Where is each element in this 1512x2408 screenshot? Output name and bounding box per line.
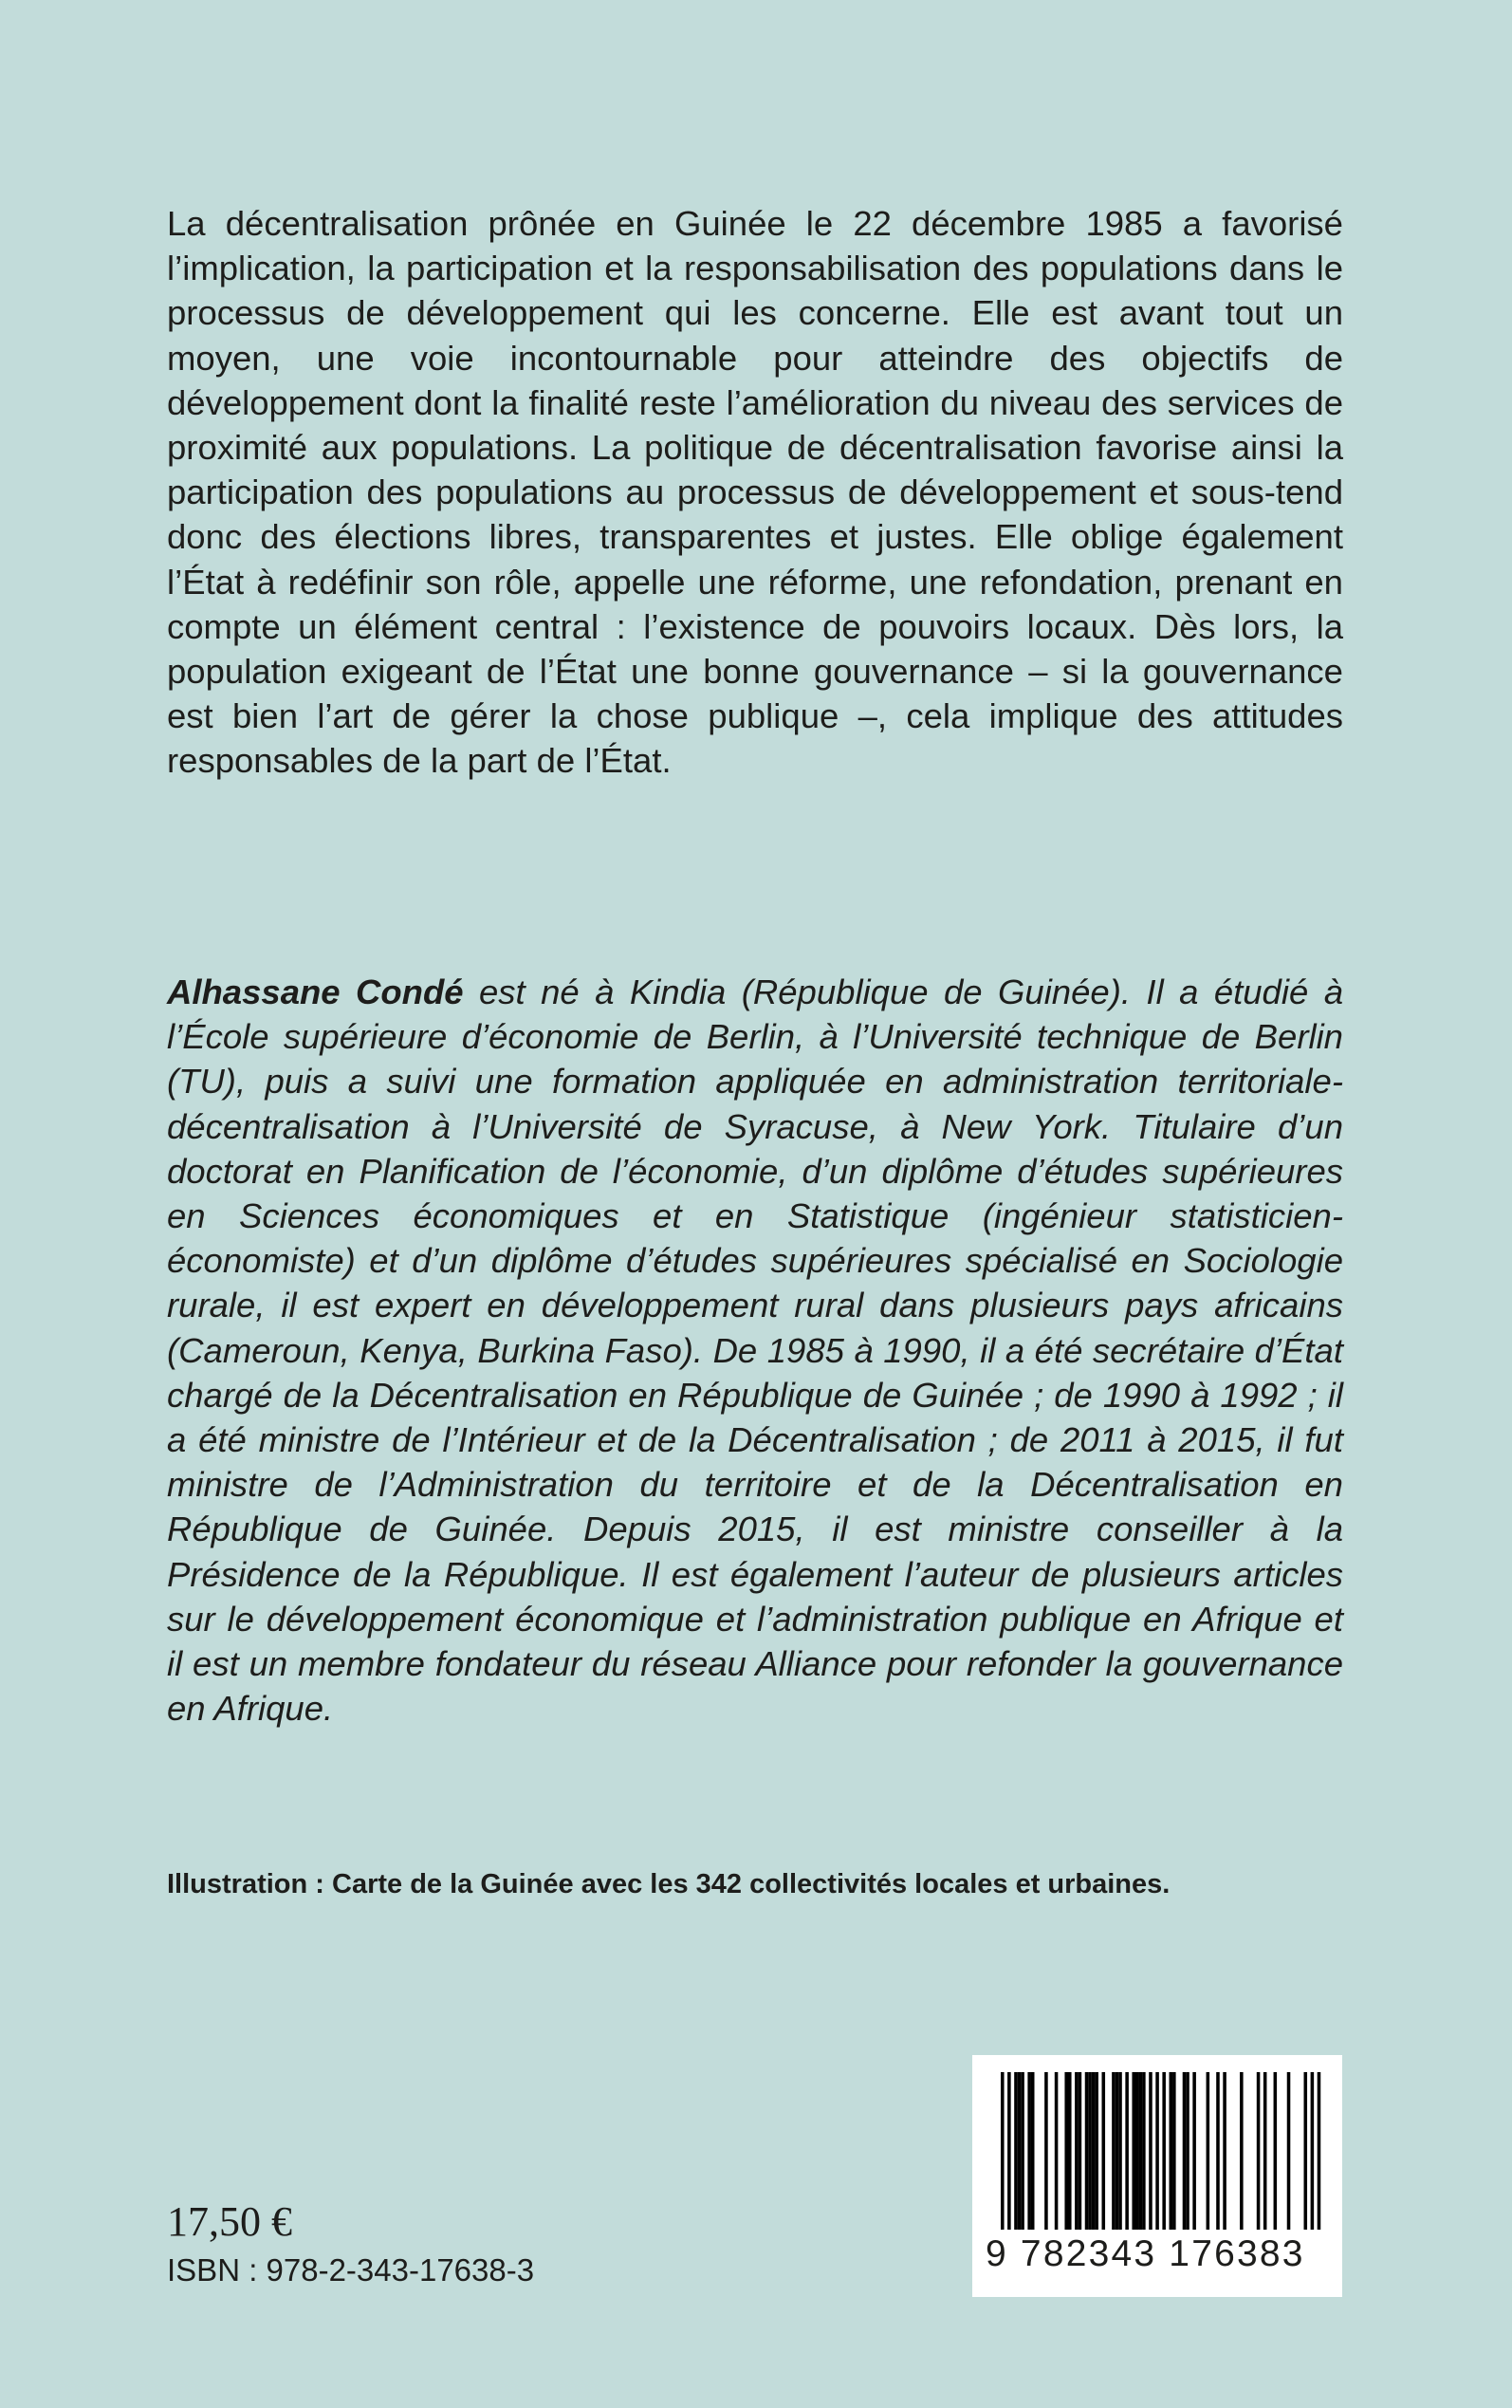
barcode-bar: [1068, 2072, 1072, 2230]
author-name: Alhassane Condé: [167, 972, 464, 1011]
barcode-bar: [1170, 2072, 1173, 2230]
barcode-bar: [1075, 2072, 1079, 2230]
barcode-bar: [1257, 2072, 1261, 2230]
barcode-bar: [1240, 2072, 1244, 2230]
barcode-bar: [1172, 2072, 1176, 2230]
barcode-bar: [1118, 2072, 1122, 2230]
barcode-bar: [1311, 2072, 1315, 2230]
barcode-bar: [1064, 2072, 1068, 2230]
barcode-bar: [1155, 2072, 1159, 2230]
price: 17,50 €: [167, 2198, 292, 2245]
barcode-bar: [1162, 2072, 1166, 2230]
barcode-bar: [1031, 2072, 1035, 2230]
barcode-bar: [1007, 2072, 1011, 2230]
barcode-bar: [1139, 2072, 1143, 2230]
barcode-bar: [1192, 2072, 1196, 2230]
barcode-bar: [1102, 2072, 1106, 2230]
barcode-bar: [1079, 2072, 1082, 2230]
barcode-bar: [1287, 2072, 1291, 2230]
author-biography: [167, 970, 1343, 1731]
barcode-bar: [1223, 2072, 1226, 2230]
barcode-bar: [1014, 2072, 1018, 2230]
barcode-bar: [1183, 2072, 1187, 2230]
barcode-bar: [1132, 2072, 1135, 2230]
barcode-bar: [1088, 2072, 1092, 2230]
barcode-bar: [1304, 2072, 1308, 2230]
back-cover-summary: La décentralisation prônée en Guinée le 22 décembre 1985 a favorisé l’implication, la participation et la responsabilisation des populations dans le processus de développement qui les concerne. Elle est avant tout un moyen, une voie incontournable pour atteindre des objectifs de développement dont la finalité reste l’amélioration du niveau des services de proximité aux populations. La politique de décentralisation favorise ainsi la participation des populations au processus de développement et sous-tend donc des élections libres, transparentes et justes. Elle oblige également l’État à redéfinir son rôle, appelle une réforme, une refondation, prenant en compte un élément central : l’existence de pouvoirs locaux. Dès lors, la population exigeant de l’État une bonne gouvernance – si la gouvernance est bien l’art de gérer la chose publique –, cela implique des attitudes responsables de la part de l’État.: [167, 204, 1343, 781]
illustration-credit: Illustration : Carte de la Guinée avec les 342 collectivités locales et urbaines.: [167, 1869, 1171, 1899]
barcode-bar: [1125, 2072, 1129, 2230]
barcode-bar: [1021, 2072, 1024, 2230]
barcode-bar: [1001, 2072, 1005, 2230]
barcode-bar: [1112, 2072, 1116, 2230]
barcode-bar: [1274, 2072, 1278, 2230]
barcode-bar: [1085, 2072, 1089, 2230]
barcode-bar: [1142, 2072, 1146, 2230]
barcode-bar: [1044, 2072, 1048, 2230]
author-biography-text: est né à Kindia (République de Guinée). Il a étudié à l’École supérieure d’économie de Berlin, à l’Université technique de Berlin (TU), puis a suivi une formation appliquée en administration territoriale-décentralisation à l’Université de Syracuse, à New York. Titulaire d’un doctorat en Planification de l’économie, d’un diplôme d’études supérieures en Sciences économiques et en Statistique (ingénieur statisticien-économiste) et d’un diplôme d’études supérieures spécialisé en Sociologie rurale, il est expert en développement rural dans plusieurs pays africains (Cameroun, Kenya, Burkina Faso). De 1985 à 1990, il a été secrétaire d’État chargé de la Décentralisation en République de Guinée ; de 1990 à 1992 ; il a été ministre de l’Intérieur et de la Décentralisation ; de 2011 à 2015, il fut ministre de l’Administration du territoire et de la Décentralisation en République de Guinée. Depuis 2015, il est ministre conseiller à la Présidence de la République. Il est également l’auteur de plusieurs articles sur le développement économique et l’administration publique en Afrique et il est un membre fondateur du réseau Alliance pour refonder la gouvernance en Afrique.: [167, 972, 1343, 1729]
barcode-bar: [1055, 2072, 1059, 2230]
barcode-bar: [1263, 2072, 1267, 2230]
barcode-bar: [1318, 2072, 1321, 2230]
barcode: [972, 2055, 1342, 2297]
barcode-bar: [1095, 2072, 1098, 2230]
barcode-bar: [1018, 2072, 1022, 2230]
barcode-bar: [1207, 2072, 1210, 2230]
barcode-bar: [1092, 2072, 1096, 2230]
barcode-bar: [1135, 2072, 1139, 2230]
barcode-bar: [1149, 2072, 1152, 2230]
barcode-bar: [1027, 2072, 1031, 2230]
barcode-bar: [1186, 2072, 1189, 2230]
barcode-bar: [1116, 2072, 1119, 2230]
barcode-bar: [1216, 2072, 1220, 2230]
isbn: ISBN : 978-2-343-17638-3: [167, 2252, 535, 2288]
barcode-digits: 9 782343 176383: [986, 2233, 1305, 2274]
